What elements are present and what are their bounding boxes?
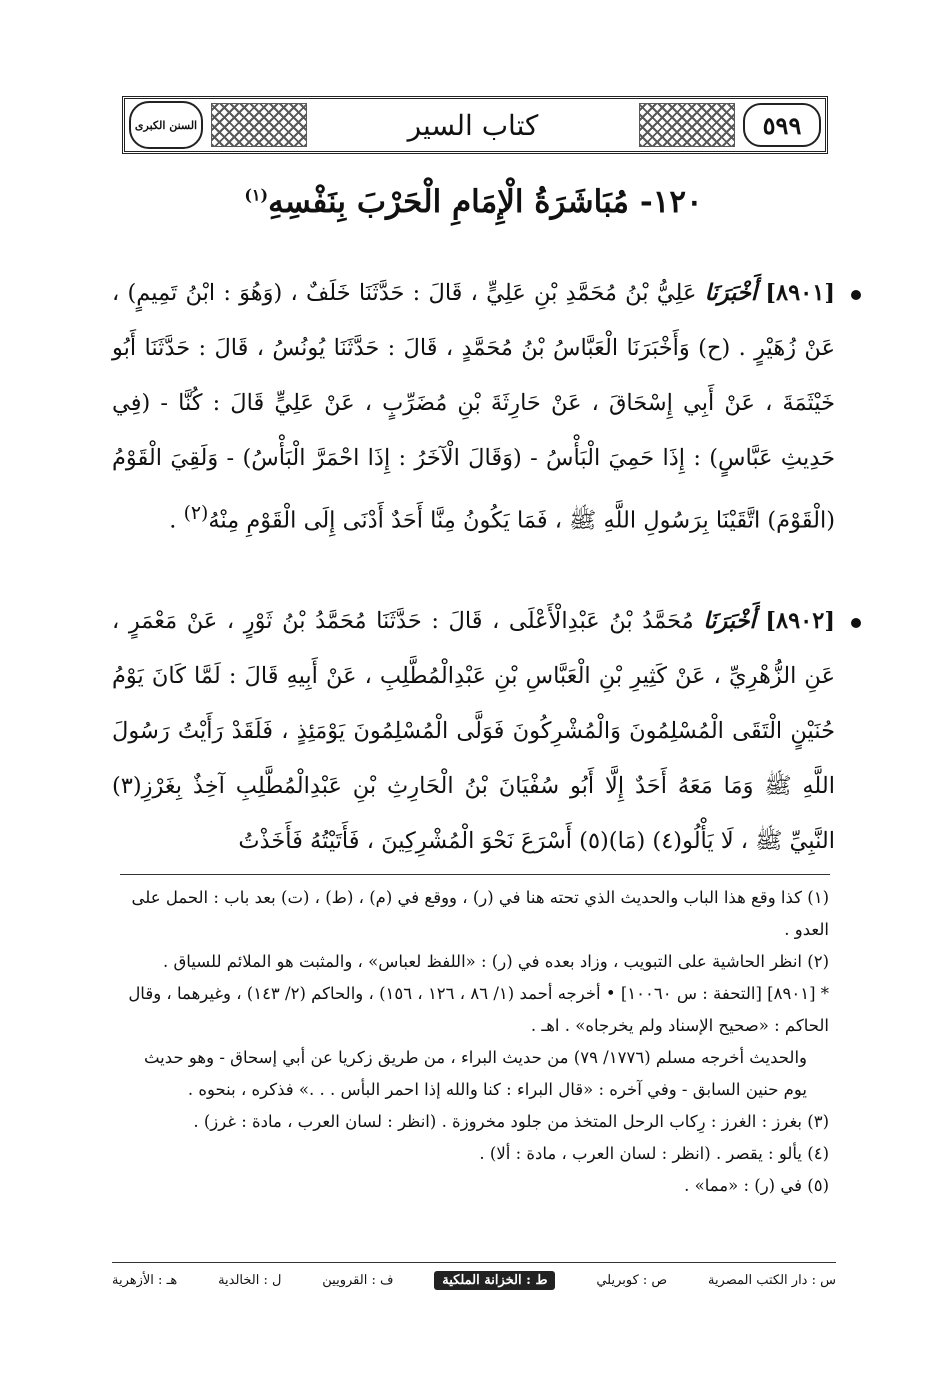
legend-f: ف : القرويين [322,1272,394,1288]
legend-s2: ص : كوبريلي [596,1272,668,1288]
hadith-opening: أَخْبَرَنَا [703,608,756,634]
bullet-icon [851,290,861,300]
hadith-8901 [112,266,835,549]
legend-t: ط : الخزانة الملكية [434,1271,555,1290]
book-section-title: كتاب السير [407,108,539,142]
hadith-footnote-ref: (٢) [183,503,209,524]
header-ornament-left [639,103,735,147]
bullet-icon [851,618,861,628]
chapter-title: ١٢٠- مُبَاشَرَةُ الْإِمَامِ الْحَرْبَ بِنَفْسِهِ [268,184,703,220]
chapter-heading [120,184,827,220]
footnote-1: (١) كذا وقع هذا الباب والحديث الذي تحته هنا في (ر) ، ووقع في (م) ، (ط) ، (ت) بعد باب : الحمل على العدو . [131,888,829,939]
header-ornament-right [211,103,307,147]
footnote-takhrij: * [٨٩٠١] [التحفة : س ١٠٠٦٠] • أخرجه أحمد (١/ ٨٦ ، ١٢٦ ، ١٥٦) ، والحاكم (٢/ ١٤٣) ، وغيرهما ، وقال الحاكم : «صحيح الإسناد ولم يخرجاه» . اهـ . [128,984,829,1035]
hadith-text: مُحَمَّدُ بْنُ عَبْدِالْأَعْلَى ، قَالَ : حَدَّثَنَا مُحَمَّدُ بْنُ ثَوْرٍ ، عَنْ مَعْمَرٍ ، عَنِ الزُّهْرِيِّ ، عَنْ كَثِيرِ بْنِ الْعَبَّاسِ بْنِ عَبْدِالْمُطَّلِبِ ، عَنْ أَبِيهِ قَالَ : لَمَّا كَانَ يَوْمُ حُنَيْنٍ الْتَقَى الْمُسْلِمُونَ وَالْمُشْرِكُونَ فَوَلَّى الْمُسْلِمُونَ يَوْمَئِذٍ ، فَلَقَدْ رَأَيْتُ رَسُولَ اللَّهِ ﷺ وَمَا مَعَهُ أَحَدٌ إِلَّا أَبُو سُفْيَانَ بْنُ الْحَارِثِ بْنِ عَبْدِالْمُطَّلِبِ آخِذٌ بِغَرْزِ(٣) النَّبِيِّ ﷺ ، لَا يَأْلُو(٤) (مَا)(٥) أَسْرَعَ نَحْوَ الْمُشْرِكِينَ ، فَأَتَيْتُهُ فَأَخَذْتُ [112,608,835,854]
hadith-tail: . [169,507,184,534]
running-header [122,96,828,154]
hadith-text: عَلِيُّ بْنُ مُحَمَّدِ بْنِ عَلِيٍّ ، قَالَ : حَدَّثَنَا خَلَفٌ ، (وَهُوَ : ابْنُ تَمِيمٍ) ، عَنْ زُهَيْرٍ . (ح) وَأَخْبَرَنَا الْعَبَّاسُ بْنُ مُحَمَّدٍ ، قَالَ : حَدَّثَنَا يُونُسُ ، قَالَ : حَدَّثَنَا أَبُو خَيْثَمَةَ ، عَنْ أَبِي إِسْحَاقَ ، عَنْ حَارِثَةَ بْنِ مُضَرِّبٍ ، عَنْ عَلِيٍّ قَالَ : كُنَّا - (فِي حَدِيثِ عَبَّاسٍ) : إِذَا حَمِيَ الْبَأْسُ - (وَقَالَ الْآخَرُ : إِذَا احْمَرَّ الْبَأْسُ) - وَلَقِيَ الْقَوْمُ (الْقَوْمَ) اتَّقَيْنَا بِرَسُولِ اللَّهِ ﷺ ، فَمَا يَكُونُ مِنَّا أَحَدٌ أَدْنَى إِلَى الْقَوْمِ مِنْهُ [112,280,835,534]
footnote-takhrij-continued: والحديث أخرجه مسلم (١٧٧٦/ ٧٩) من حديث البراء ، من طريق زكريا عن أبي إسحاق - وهو حديث يوم حنين السابق - وفي آخره : «قال البراء : كنا والله إذا احمر البأس . . .» فذكره ، بنحوه . [143,1048,807,1099]
footnote-5: (٥) في (ر) : «مما» . [684,1176,829,1195]
legend-h: هـ : الأزهرية [112,1272,178,1288]
page-number: ٥٩٩ [743,103,821,147]
footnote-2: (٢) انظر الحاشية على التبويب ، وزاد بعده في (ر) : «اللفظ لعباس» ، والمثبت هو الملائم للسياق . [162,952,829,971]
hadith-8902 [112,594,835,869]
legend-l: ل : الخالدية [218,1272,282,1288]
footnote-4: (٤) يألو : يقصر . (انظر : لسان العرب ، مادة : ألا) . [479,1144,829,1163]
footnotes [118,882,829,1202]
hadith-number: [٨٩٠١] [765,280,835,306]
footnote-divider [120,874,830,875]
chapter-footnote-ref: (١) [244,185,269,205]
footnote-3: (٣) بغرز : الغرز : رِكاب الرحل المتخذ من جلود مخروزة . (انظر : لسان العرب ، مادة : غرز) . [193,1112,829,1131]
book-emblem: السنن الكبرى [129,101,203,149]
manuscript-legend [112,1266,836,1294]
legend-s: س : دار الكتب المصرية [707,1272,836,1288]
hadith-number: [٨٩٠٢] [765,608,836,634]
legend-divider [112,1262,836,1263]
hadith-opening: أَخْبَرَنَا [704,280,758,306]
